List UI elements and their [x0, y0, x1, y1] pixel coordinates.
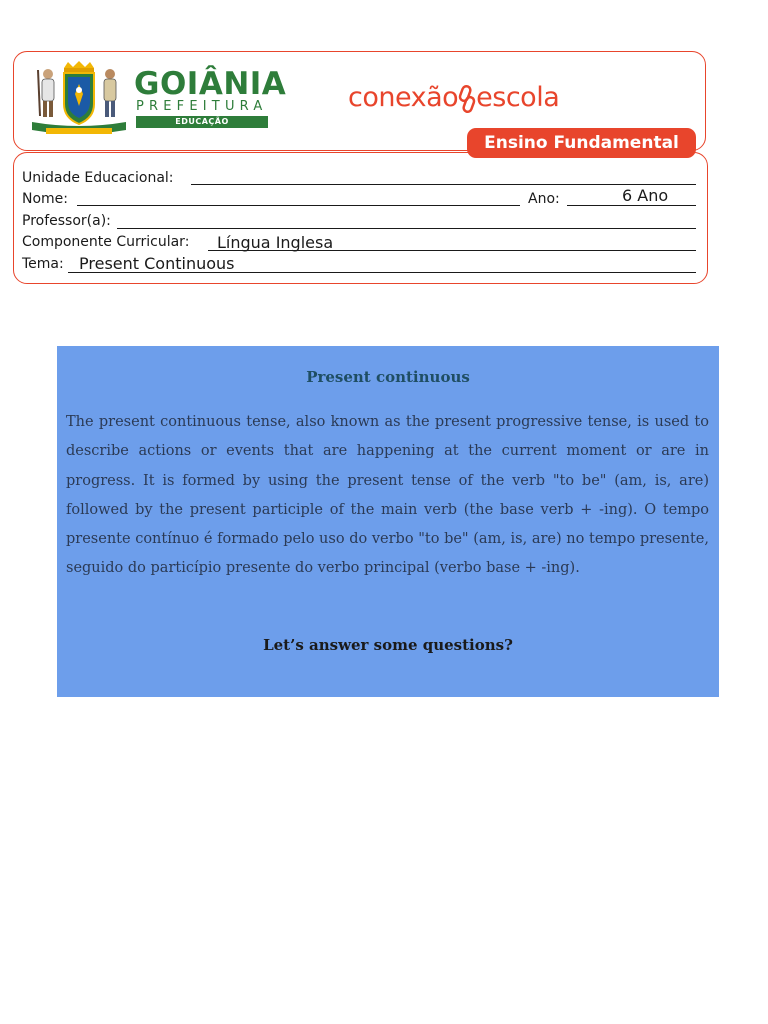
nome-field[interactable]: [77, 205, 520, 206]
city-crest-logo: [28, 60, 130, 138]
city-name: GOIÂNIA: [134, 66, 287, 102]
tema-value: Present Continuous: [79, 254, 235, 273]
escola-text: escola: [476, 82, 560, 113]
ano-value: 6 Ano: [622, 186, 669, 205]
nome-label: Nome:: [22, 191, 69, 207]
unidade-label: Unidade Educacional:: [22, 170, 174, 186]
educacao-label: EDUCAÇÃO: [136, 116, 268, 128]
questions-prompt: Let’s answer some questions?: [263, 636, 513, 654]
explanation-paragraph: The present continuous tense, also known as the present progressive tense, is used to describe actions or events that are happening at the current moment or are in progress. It is formed by using the present tense of the verb "to be" (am, is, are) followed by the present participle of the main verb (the base verb + -ing). O tempo presente contínuo é formado pelo uso do verbo "to be" (am, is, are) no tempo presente, seguido do particípio presente do verbo principal (verbo base + -ing).: [66, 414, 709, 577]
goiania-logo: [134, 66, 287, 130]
componente-value: Língua Inglesa: [217, 233, 334, 252]
unidade-field[interactable]: [191, 184, 696, 185]
tema-label: Tema:: [22, 256, 64, 272]
professor-label: Professor(a):: [22, 213, 111, 229]
conexao-text: conexão: [348, 82, 459, 113]
ano-label: Ano:: [528, 191, 560, 207]
ensino-fundamental-badge: Ensino Fundamental: [467, 128, 696, 158]
prefeitura-label: PREFEITURA: [136, 99, 268, 114]
explanation-title: Present continuous: [306, 368, 470, 386]
chain-link-icon: [458, 84, 476, 114]
componente-label: Componente Curricular:: [22, 234, 190, 250]
conexao-escola-logo: [348, 78, 559, 122]
explanation-box: [57, 346, 719, 697]
professor-field[interactable]: [117, 228, 696, 229]
